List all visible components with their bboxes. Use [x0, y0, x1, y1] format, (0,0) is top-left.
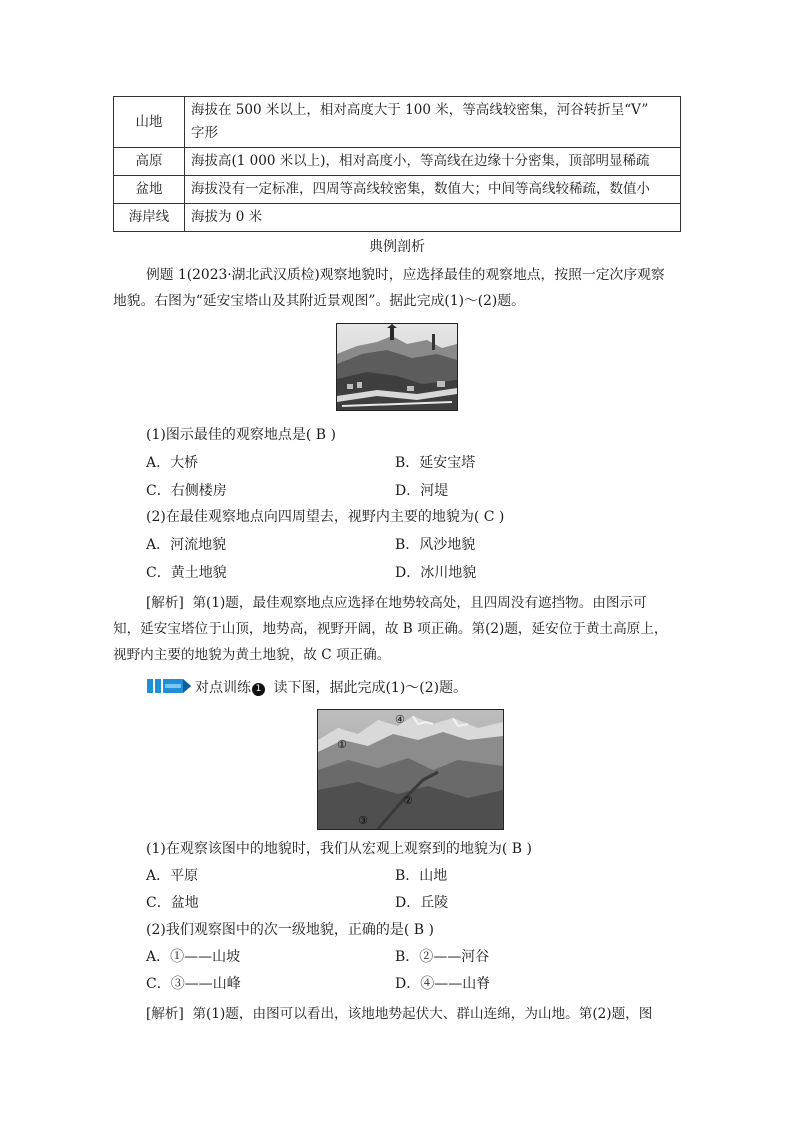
option-d: D．④——山脊 — [395, 976, 491, 992]
analysis-label: [解析] — [146, 1006, 184, 1022]
section-title: 典例剖析 — [369, 239, 425, 255]
option-c: C．黄土地貌 — [146, 565, 227, 581]
option-b: B．山地 — [395, 868, 448, 884]
option-d: D．冰川地貌 — [395, 565, 477, 581]
number-badge-icon: 1 — [252, 683, 265, 696]
yanan-photo — [336, 323, 458, 411]
question-1: (1)在观察该图中的地貌时，我们从宏观上观察到的地貌为( B ) — [146, 841, 532, 857]
analysis — [146, 590, 647, 616]
terrain-desc: 海拔没有一定标准，四周等高线较密集，数值大；中间等高线较稀疏，数值小 — [185, 176, 681, 204]
mountain-photo — [317, 709, 504, 830]
terrain-desc-line: 海拔在 500 米以上，相对高度大于 100 米，等高线较密集，河谷转折呈“V” — [191, 102, 649, 118]
table-row — [114, 204, 681, 232]
terrain-name: 海岸线 — [114, 204, 185, 232]
terrain-desc: 海拔高(1 000 米以上)，相对高度小，等高线在边缘十分密集，顶部明显稀疏 — [185, 148, 681, 176]
terrain-desc-line: 字形 — [191, 125, 218, 141]
marker-1: ① — [337, 738, 347, 751]
option-a: A．平原 — [146, 868, 199, 884]
terrain-table — [113, 96, 681, 232]
option-a: A．①——山坡 — [146, 949, 241, 965]
option-c: C．③——山峰 — [146, 976, 241, 992]
example-intro — [146, 262, 665, 288]
terrain-name: 山地 — [114, 97, 185, 148]
option-c: C．右侧楼房 — [146, 483, 227, 499]
option-d: D．丘陵 — [395, 895, 449, 911]
example-intro-line: 地貌。右图为“延安宝塔山及其附近景观图”。据此完成(1)～(2)题。 — [113, 293, 525, 309]
mountain-landscape-image — [318, 710, 503, 829]
analysis-line: 知，延安宝塔位于山顶，地势高，视野开阔，故 B 项正确。第(2)题，延安位于黄土高原上， — [113, 621, 668, 637]
table-row — [114, 176, 681, 204]
yanan-landscape-image — [337, 324, 457, 410]
terrain-desc: 海拔为 0 米 — [185, 204, 681, 232]
analysis-line: 视野内主要的地貌为黄土地貌，故 C 项正确。 — [113, 647, 391, 663]
question-2: (2)我们观察图中的次一级地貌，正确的是( B ) — [146, 922, 434, 938]
analysis-label: [解析] — [146, 595, 184, 611]
marker-3: ③ — [358, 814, 368, 827]
option-b: B．②——河谷 — [395, 949, 490, 965]
terrain-name: 高原 — [114, 148, 185, 176]
question-2: (2)在最佳观察地点向四周望去，视野内主要的地貌为( C ) — [146, 509, 505, 525]
option-a: A．河流地貌 — [146, 537, 227, 553]
analysis-text: 第(1)题，最佳观察地点应选择在地势较高处，且四周没有遮挡物。由图示可 — [192, 595, 647, 611]
marker-4: ④ — [395, 713, 405, 726]
analysis-text: 第(1)题，由图可以看出，该地地势起伏大、群山连绵，为山地。第(2)题，图 — [192, 1006, 653, 1022]
training-heading — [195, 678, 467, 698]
option-b: B．风沙地貌 — [395, 537, 476, 553]
option-b: B．延安宝塔 — [395, 455, 476, 471]
option-a: A．大桥 — [146, 455, 199, 471]
option-c: C．盆地 — [146, 895, 199, 911]
table-row — [114, 148, 681, 176]
terrain-name: 盆地 — [114, 176, 185, 204]
table-row — [114, 97, 681, 148]
question-1: (1)图示最佳的观察地点是( B ) — [146, 427, 336, 443]
marker-2: ② — [403, 794, 413, 807]
example-intro-line: 例题 1(2023·湖北武汉质检)观察地貌时，应选择最佳的观察地点，按照一定次序观察 — [146, 267, 665, 283]
training-label: 对点训练 — [195, 680, 251, 696]
option-d: D．河堤 — [395, 483, 449, 499]
analysis — [146, 1001, 652, 1027]
pencil-icon — [147, 676, 193, 696]
terrain-desc — [185, 97, 681, 148]
training-intro: 读下图，据此完成(1)～(2)题。 — [273, 680, 468, 696]
